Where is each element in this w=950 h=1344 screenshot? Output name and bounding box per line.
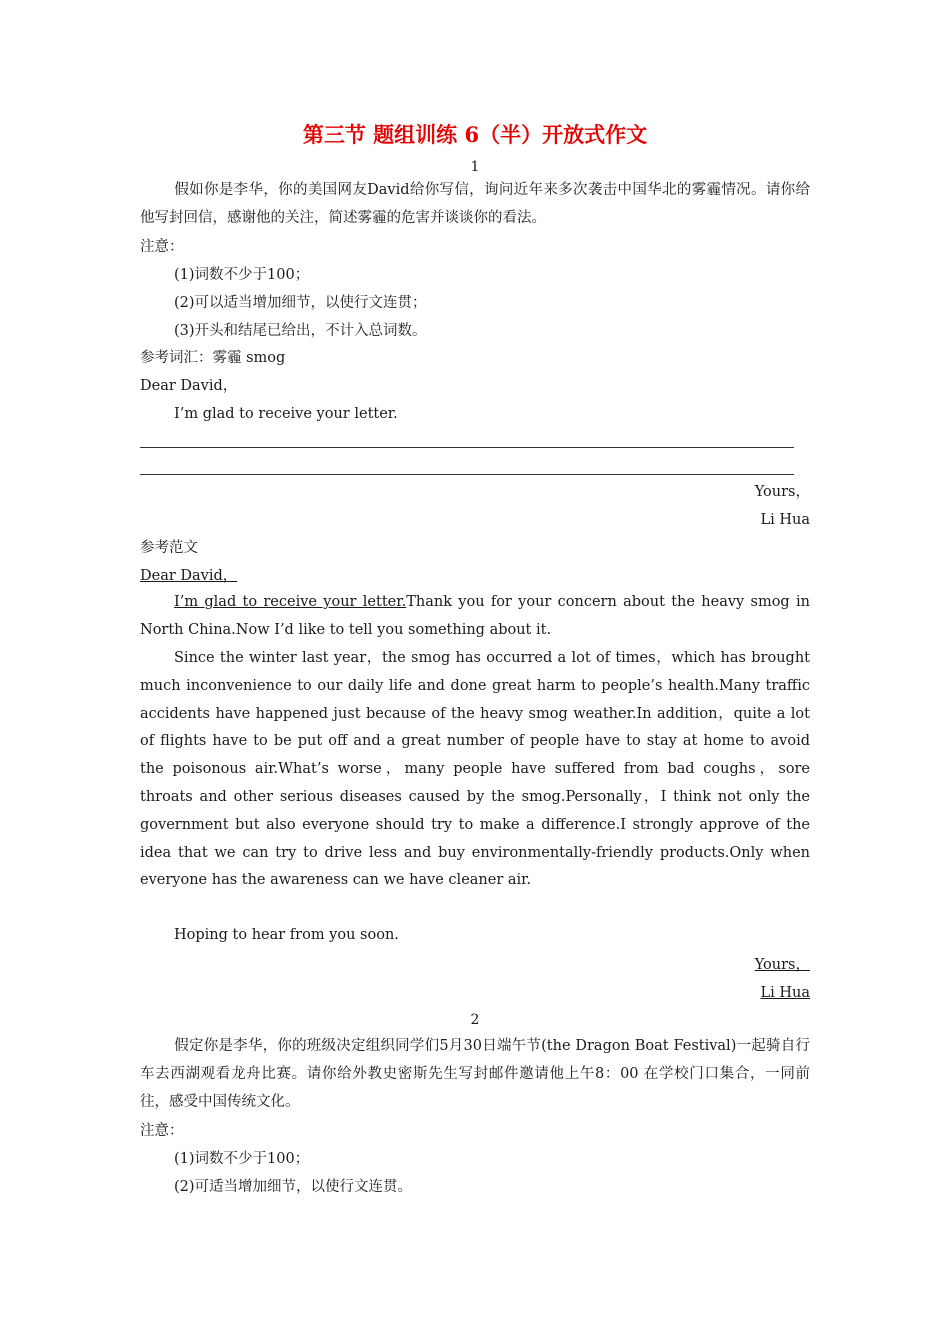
task-prompt: [140, 1033, 810, 1116]
given-opening: I’m glad to receive your letter.: [174, 594, 407, 610]
notes-label: 注意：: [140, 239, 184, 255]
task-number: 1: [470, 159, 480, 175]
paragraph-text: Since the winter last year，the smog has occurred a lot of times，which has brought much inconvenience to our daily life and done great harm to people’s health.Many traffic accidents have happened just because of the heavy smog weather.In addition，quite a lot of flights have to be put off and a great number of people have to stay at home to avoid the poisonous air.What’s worse，many people have suffered from bad coughs，sore throats and other serious diseases caused by the smog.Personally，I think not only the government but also everyone should try to make a difference.I strongly approve of the idea that we can try to drive less and buy environmentally-friendly products.Only when everyone has the awareness can we have cleaner air.: [140, 650, 810, 889]
page-title: 第三节 题组训练 6（半）开放式作文: [302, 122, 648, 147]
letter-greeting: Dear David，: [140, 378, 238, 394]
note-item: (1)词数不少于100；: [174, 267, 310, 283]
answer-line: [140, 447, 794, 448]
task-prompt-text: 假定你是李华，你的班级决定组织同学们5月30日端午节(the Dragon Boat Festival)一起骑自行车去西湖观看龙舟比赛。请你给外教史密斯先生写封邮件邀请他上午8：00 在学校门口集合，一同前往，感受中国传统文化。: [140, 1038, 810, 1110]
paragraph-text: Hoping to hear from you soon.: [174, 927, 399, 943]
note-item: (3)开头和结尾已给出，不计入总词数。: [174, 323, 427, 339]
task-prompt: [140, 177, 810, 233]
sample-paragraph-3: [140, 922, 810, 950]
sample-paragraph-1: [140, 589, 810, 645]
sample-signature: Li Hua: [760, 985, 810, 1001]
letter-opening: I’m glad to receive your letter.: [174, 406, 398, 422]
note-item: (1)词数不少于100；: [174, 1151, 310, 1167]
sample-closing: Yours，: [754, 957, 810, 973]
notes-label: 注意：: [140, 1123, 184, 1139]
sample-label: 参考范文: [140, 540, 198, 556]
sample-paragraph-2: [140, 645, 810, 895]
paragraph-text: Thank you for your concern about the heavy smog in North China.Now I’d like to tell you something about it.: [140, 594, 810, 638]
sample-greeting: Dear David，: [140, 568, 238, 584]
task-number: 2: [470, 1012, 480, 1028]
letter-signature: Li Hua: [760, 512, 810, 528]
vocab-hint: 参考词汇：雾霾 smog: [140, 350, 286, 366]
letter-closing: Yours，: [754, 484, 810, 500]
note-item: (2)可适当增加细节，以使行文连贯。: [174, 1179, 413, 1195]
task-prompt-text: 假如你是李华，你的美国网友David给你写信，询问近年来多次袭击中国华北的雾霾情况。请你给他写封回信，感谢他的关注，简述雾霾的危害并谈谈你的看法。: [140, 182, 810, 226]
note-item: (2)可以适当增加细节，以使行文连贯；: [174, 295, 427, 311]
answer-line: [140, 474, 794, 475]
